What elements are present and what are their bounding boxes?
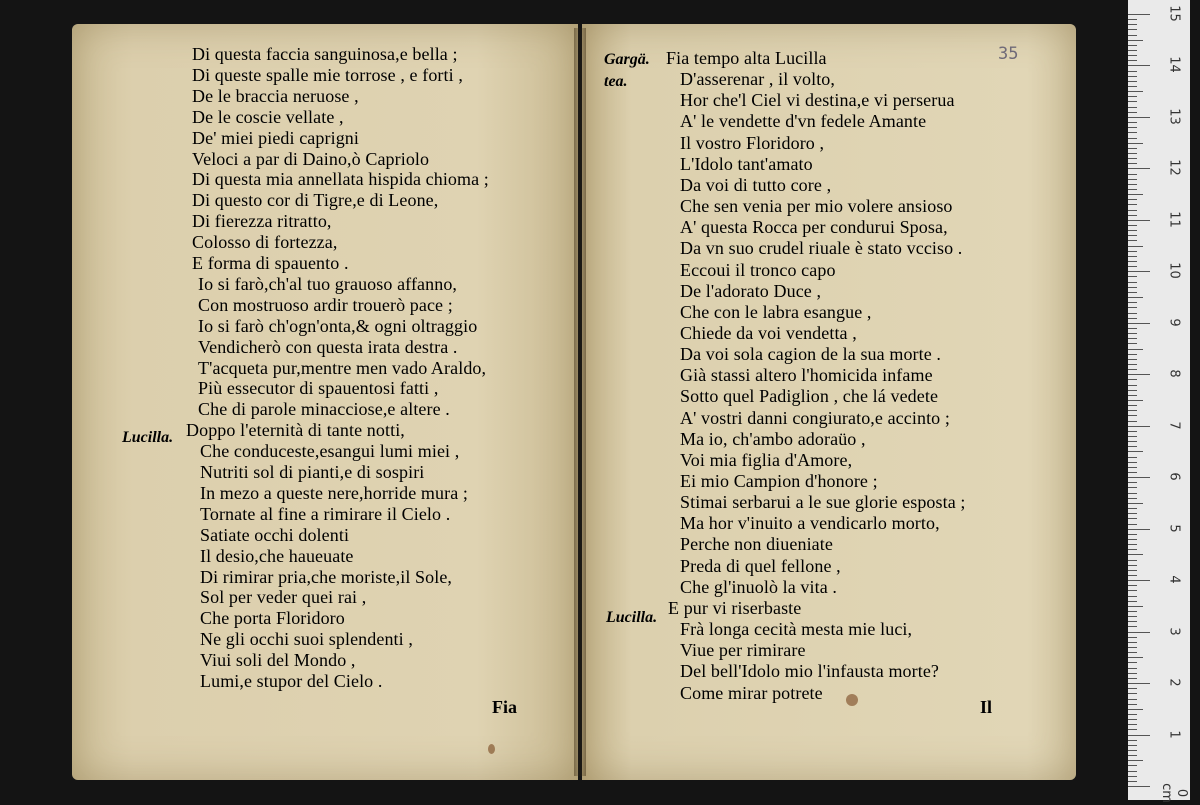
ruler-label: 12	[1166, 159, 1182, 177]
verse-line: Hor che'l Ciel vi destina,e vi perserua	[680, 90, 955, 111]
ruler-tick	[1128, 560, 1137, 561]
ruler-tick	[1128, 215, 1137, 216]
ruler-tick	[1128, 647, 1137, 648]
ruler-tick	[1128, 112, 1137, 113]
ruler-tick	[1128, 688, 1137, 689]
ruler-tick	[1128, 287, 1137, 288]
ruler-tick	[1128, 143, 1143, 144]
verse-line: Già stassi altero l'homicida infame	[680, 365, 933, 386]
ruler-tick	[1128, 158, 1137, 159]
ruler-tick	[1128, 163, 1137, 164]
verse-line: Preda di quel fellone ,	[680, 555, 841, 576]
ruler-tick	[1128, 513, 1137, 514]
ruler-tick	[1128, 153, 1137, 154]
ruler-tick	[1128, 35, 1137, 36]
verse-line: Che porta Floridoro	[200, 608, 345, 629]
ruler-label: 1	[1166, 729, 1182, 739]
ruler-tick	[1128, 333, 1137, 334]
ruler-tick	[1128, 117, 1150, 118]
verse-line: Viue per rimirare	[680, 640, 806, 661]
ruler-tick	[1128, 256, 1137, 257]
verse-line: Fia tempo alta Lucilla	[666, 48, 827, 68]
ruler-tick	[1128, 148, 1137, 149]
ruler-tick	[1128, 735, 1150, 736]
ruler-tick	[1128, 354, 1137, 355]
ruler-tick	[1128, 50, 1137, 51]
verse-line: Che di parole minacciose,e altere .	[198, 399, 450, 420]
ruler-tick	[1128, 482, 1137, 483]
measuring-ruler	[1128, 0, 1190, 803]
ruler-tick	[1128, 328, 1137, 329]
verse-line: Perche non diueniate	[680, 534, 833, 555]
ruler-tick	[1128, 436, 1137, 437]
ruler-tick	[1128, 765, 1137, 766]
ruler-tick	[1128, 292, 1137, 293]
ink-stain	[846, 694, 858, 706]
ruler-tick	[1128, 261, 1137, 262]
ruler-tick	[1128, 76, 1137, 77]
ruler-tick	[1128, 400, 1143, 401]
ruler-tick	[1128, 282, 1137, 283]
verse-line: L'Idolo tant'amato	[680, 153, 813, 174]
ruler-tick	[1128, 657, 1143, 658]
verse-line: De' miei piedi caprigni	[192, 127, 359, 148]
verse-line: E pur vi riserbaste	[668, 597, 802, 618]
ruler-tick	[1128, 637, 1137, 638]
ruler-tick	[1128, 374, 1150, 375]
ruler-label: 13	[1166, 108, 1182, 125]
verse-line: Veloci a par di Daino,ò Capriolo	[192, 148, 430, 169]
ruler-tick	[1128, 179, 1137, 180]
verse-line: Viui soli del Mondo ,	[200, 650, 356, 671]
verse-line: Di questa faccia sanguinosa,e bella ;	[192, 44, 458, 64]
verse-line: Lumi,e stupor del Cielo .	[200, 671, 383, 691]
verse-line: Chiede da voi vendetta ,	[680, 322, 857, 343]
ruler-tick	[1128, 55, 1137, 56]
verse-line: De l'adorato Duce ,	[680, 280, 822, 301]
ruler-label: 14	[1166, 56, 1182, 74]
ruler-tick	[1128, 369, 1137, 370]
verse-line: Io si farò,ch'al tuo grauoso affanno,	[198, 273, 458, 294]
ruler-tick	[1128, 652, 1137, 653]
ruler-tick	[1128, 724, 1137, 725]
ruler-tick	[1128, 271, 1150, 272]
verse-line: Da voi di tutto core ,	[680, 174, 832, 195]
ruler-tick	[1128, 349, 1143, 350]
ruler-tick	[1128, 580, 1150, 581]
ruler-tick	[1128, 462, 1137, 463]
ruler-tick	[1128, 467, 1137, 468]
verse-line: Che conduceste,esangui lumi miei ,	[200, 441, 460, 462]
ruler-tick	[1128, 390, 1137, 391]
ruler-label: 6	[1166, 472, 1182, 481]
ruler-tick	[1128, 575, 1137, 576]
verse-line: Che gl'inuolò la vita .	[680, 576, 838, 597]
ruler-tick	[1128, 714, 1137, 715]
ink-stain	[488, 744, 495, 754]
ruler-tick	[1128, 204, 1137, 205]
ruler-tick	[1128, 771, 1137, 772]
ruler-tick	[1128, 750, 1137, 751]
ruler-tick	[1128, 477, 1150, 478]
ruler-label: 9	[1166, 318, 1182, 327]
ruler-tick	[1128, 313, 1137, 314]
verse-line: Satiate occhi dolenti	[200, 524, 350, 545]
verse-line: Frà longa cecità mesta mie luci,	[680, 619, 913, 640]
ruler-tick	[1128, 343, 1137, 344]
verse-line: E forma di spauento .	[192, 253, 349, 273]
ruler-tick	[1128, 86, 1137, 87]
ruler-tick	[1128, 745, 1137, 746]
ruler-tick	[1128, 451, 1143, 452]
ruler-tick	[1128, 781, 1137, 782]
ruler-tick	[1128, 544, 1137, 545]
verse-line: Di questa mia annellata hispida chioma ;	[192, 169, 489, 190]
verse-line: Che sen venia per mio volere ansioso	[680, 196, 953, 217]
ruler-tick	[1128, 364, 1137, 365]
ruler-label: 2	[1166, 678, 1182, 687]
verse-line: De le coscie vellate ,	[192, 106, 344, 127]
ruler-tick	[1128, 174, 1137, 175]
verse-line: Del bell'Idolo mio l'infausta morte?	[680, 661, 940, 682]
ruler-tick	[1128, 127, 1137, 128]
ruler-tick	[1128, 107, 1137, 108]
verse-line: De le braccia neruose ,	[192, 85, 359, 106]
ruler-tick	[1128, 96, 1137, 97]
ruler-tick	[1128, 503, 1143, 504]
ruler-tick	[1128, 14, 1150, 15]
speaker-lucilla-left: Lucilla.	[122, 429, 174, 446]
ruler-tick	[1128, 621, 1137, 622]
ruler-label: 11	[1166, 211, 1182, 228]
ruler-tick	[1128, 596, 1137, 597]
ruler-tick	[1128, 518, 1137, 519]
ruler-tick	[1128, 760, 1143, 761]
ruler-tick	[1128, 246, 1143, 247]
ruler-tick	[1128, 168, 1150, 169]
ruler-tick	[1128, 379, 1137, 380]
verse-line: Ma io, ch'ambo adoraüo ,	[680, 428, 866, 449]
verse-line: Colosso di fortezza,	[192, 232, 338, 253]
ruler-tick	[1128, 65, 1150, 66]
ruler-tick	[1128, 421, 1137, 422]
ruler-tick	[1128, 668, 1137, 669]
verse-line: Eccoui il tronco capo	[680, 259, 836, 280]
verse-line: Di rimirar pria,che moriste,il Sole,	[200, 566, 453, 587]
ruler-tick	[1128, 40, 1143, 41]
signature-mark: Il	[980, 697, 993, 717]
ruler-tick	[1128, 91, 1143, 92]
ruler-tick	[1128, 487, 1137, 488]
ruler-tick	[1128, 729, 1137, 730]
verse-line: Ei mio Campion d'honore ;	[680, 471, 878, 491]
ruler-tick	[1128, 673, 1137, 674]
ruler-tick	[1128, 740, 1137, 741]
verse-line: Vendicherò con questa irata destra .	[198, 336, 458, 357]
ruler-tick	[1128, 225, 1137, 226]
verse-line: Sol per veder quei rai ,	[200, 587, 367, 608]
verse-line: Io si farò ch'ogn'onta,& ogni oltraggio	[198, 315, 478, 336]
ruler-tick	[1128, 45, 1137, 46]
page-number: 35	[998, 44, 1019, 64]
ruler-tick	[1128, 626, 1137, 627]
verse-line: Stimai serbarui a le sue glorie esposta ;	[680, 492, 966, 513]
ruler-tick	[1128, 431, 1137, 432]
ruler-tick	[1128, 534, 1137, 535]
ruler-tick	[1128, 405, 1137, 406]
ruler-tick	[1128, 776, 1137, 777]
verse-line: Nutriti sol di pianti,e di sospiri	[200, 462, 425, 482]
ruler-tick	[1128, 19, 1137, 20]
ruler-tick	[1128, 616, 1137, 617]
ruler-tick	[1128, 498, 1137, 499]
verse-line: Il desio,che haueuate	[200, 545, 354, 566]
ruler-tick	[1128, 554, 1143, 555]
ruler-tick	[1128, 508, 1137, 509]
ruler-tick	[1128, 385, 1137, 386]
verse-line: Da voi sola cagion de la sua morte .	[680, 344, 942, 365]
ruler-tick	[1128, 415, 1137, 416]
ruler-tick	[1128, 24, 1137, 25]
ruler-tick	[1128, 210, 1137, 211]
ruler-tick	[1128, 611, 1137, 612]
ruler-tick	[1128, 60, 1137, 61]
ruler-tick	[1128, 570, 1137, 571]
ruler-tick	[1128, 318, 1137, 319]
catchword: Fia	[492, 697, 517, 717]
verse-line: D'asserenar , il volto,	[680, 69, 836, 90]
verse-line: T'acqueta pur,mentre men vado Araldo,	[198, 357, 487, 378]
ruler-tick	[1128, 539, 1137, 540]
ruler-tick	[1128, 122, 1137, 123]
verse-line: Come mirar potrete	[680, 682, 823, 703]
verse-line: A' le vendette d'vn fedele Amante	[680, 111, 927, 132]
ruler-tick	[1128, 601, 1137, 602]
ruler-tick	[1128, 266, 1137, 267]
ruler-label: 0 cm	[1159, 783, 1189, 803]
ruler-label: 7	[1166, 421, 1182, 430]
ruler-tick	[1128, 426, 1150, 427]
speaker-gargatea-2: tea.	[604, 73, 628, 90]
verse-line: Da vn suo crudel riuale è stato vcciso .	[680, 238, 963, 259]
ruler-label: 4	[1166, 575, 1182, 584]
verse-line: Di queste spalle mie torrose , e forti ,	[192, 64, 463, 85]
ruler-tick	[1128, 29, 1137, 30]
ruler-tick	[1128, 529, 1150, 530]
verse-line: A' questa Rocca per condurui Sposa,	[680, 217, 948, 238]
ruler-tick	[1128, 230, 1137, 231]
verse-line: Di fierezza ritratto,	[192, 211, 332, 232]
verse-line: Ma hor v'inuito a vendicarlo morto,	[680, 513, 940, 534]
ruler-tick	[1128, 276, 1137, 277]
verse-line: Con mostruoso ardir trouerò pace ;	[198, 294, 453, 315]
ruler-tick	[1128, 683, 1150, 684]
ruler-tick	[1128, 693, 1137, 694]
ruler-tick	[1128, 189, 1137, 190]
ruler-tick	[1128, 251, 1137, 252]
ruler-tick	[1128, 323, 1150, 324]
ruler-tick	[1128, 235, 1137, 236]
ruler-tick	[1128, 585, 1137, 586]
ruler-tick	[1128, 81, 1137, 82]
ruler-tick	[1128, 132, 1137, 133]
verse-line: Ne gli occhi suoi splendenti ,	[200, 629, 413, 650]
verse-line: Sotto quel Padiglion , che lá vedete	[680, 386, 939, 407]
verse-line: Doppo l'eternità di tante notti,	[186, 420, 405, 441]
ruler-tick	[1128, 632, 1150, 633]
ruler-label: 15	[1166, 5, 1182, 22]
ruler-tick	[1128, 549, 1137, 550]
ruler-tick	[1128, 138, 1137, 139]
ruler-tick	[1128, 678, 1137, 679]
ruler-tick	[1128, 240, 1137, 241]
verse-line: Che con le labra esangue ,	[680, 301, 872, 322]
verse-line: Tornate al fine a rimirare il Cielo .	[200, 503, 451, 524]
ruler-tick	[1128, 524, 1137, 525]
ruler-tick	[1128, 699, 1137, 700]
verse-line: Di questo cor di Tigre,e di Leone,	[192, 190, 439, 211]
ruler-tick	[1128, 395, 1137, 396]
ruler-tick	[1128, 184, 1137, 185]
ruler-tick	[1128, 220, 1150, 221]
ruler-tick	[1128, 359, 1137, 360]
ruler-tick	[1128, 719, 1137, 720]
ruler-label: 8	[1166, 369, 1182, 378]
verse-line: Più essecutor di spauentosi fatti ,	[198, 378, 439, 399]
speaker-lucilla-right: Lucilla.	[606, 609, 658, 626]
ruler-tick	[1128, 194, 1143, 195]
ruler-tick	[1128, 472, 1137, 473]
ruler-tick	[1128, 709, 1143, 710]
verse-line: Voi mia figlia d'Amore,	[680, 449, 853, 470]
ruler-tick	[1128, 565, 1137, 566]
ruler-tick	[1128, 446, 1137, 447]
ruler-tick	[1128, 704, 1137, 705]
ruler-tick	[1128, 786, 1150, 787]
ruler-tick	[1128, 297, 1143, 298]
verse-line: In mezo a queste nere,horride mura ;	[200, 482, 468, 503]
ruler-tick	[1128, 307, 1137, 308]
ruler-label: 10	[1166, 262, 1182, 280]
ruler-tick	[1128, 590, 1137, 591]
ruler-label: 3	[1166, 626, 1182, 636]
ruler-tick	[1128, 662, 1137, 663]
ruler-tick	[1128, 642, 1137, 643]
ruler-tick	[1128, 338, 1137, 339]
ruler-label: 5	[1166, 524, 1182, 533]
ruler-tick	[1128, 606, 1143, 607]
ruler-tick	[1128, 755, 1137, 756]
ruler-tick	[1128, 101, 1137, 102]
verse-line: A' vostri danni congiurato,e accinto ;	[680, 407, 950, 428]
ruler-tick	[1128, 71, 1137, 72]
ruler-tick	[1128, 493, 1137, 494]
book-gutter	[574, 28, 586, 776]
verse-line: Il vostro Floridoro ,	[680, 132, 825, 153]
ruler-tick	[1128, 302, 1137, 303]
speaker-gargatea-1: Gargä.	[604, 51, 650, 68]
ruler-tick	[1128, 199, 1137, 200]
ruler-tick	[1128, 441, 1137, 442]
ruler-tick	[1128, 457, 1137, 458]
ruler-tick	[1128, 410, 1137, 411]
